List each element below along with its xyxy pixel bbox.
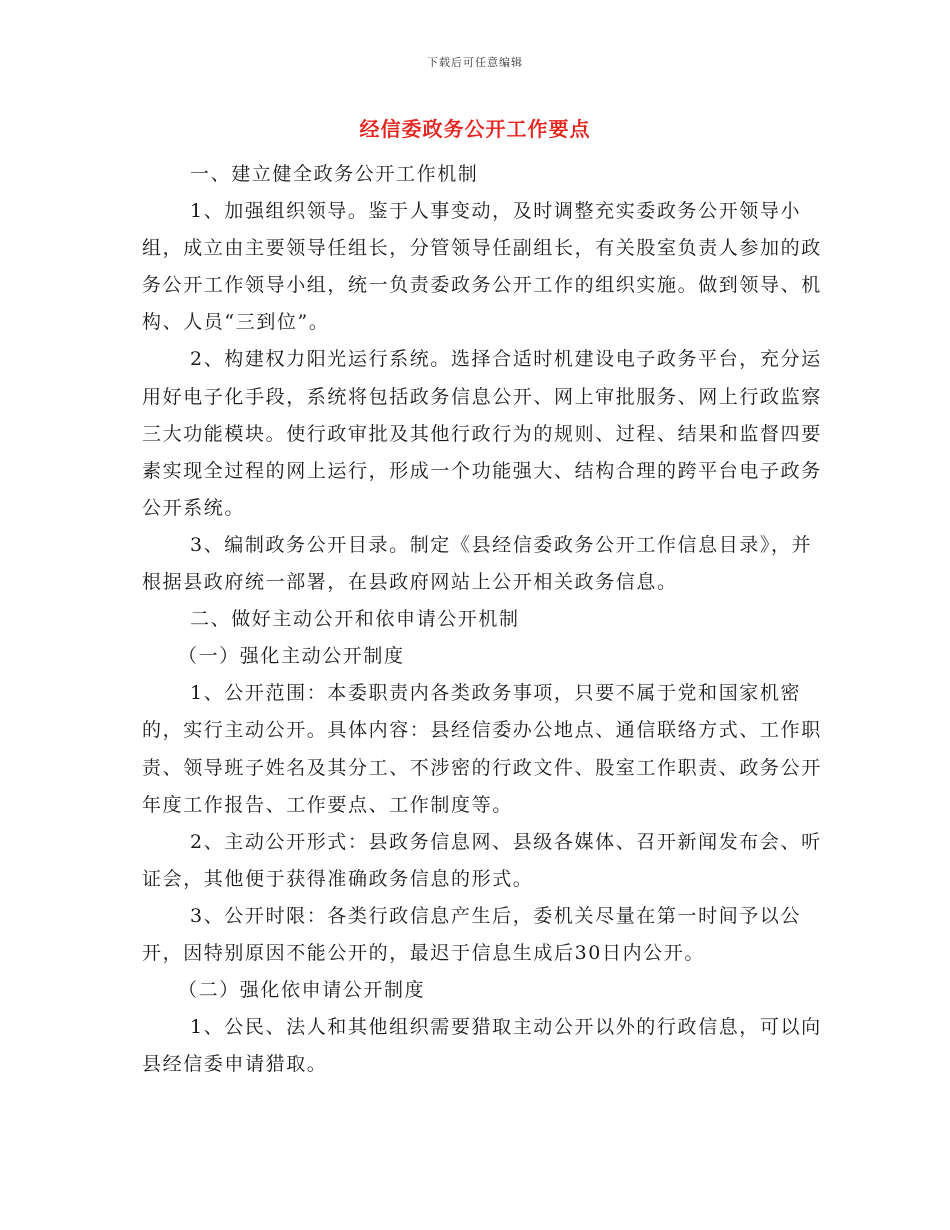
paragraph: 3、编制政务公开目录。制定《县经信委政务公开工作信息目录》，并根据县政府统一部署，在县政府网站上公开相关政务信息。 xyxy=(142,533,813,594)
paragraph: 3、公开时限：各类行政信息产生后，委机关尽量在第一时间予以公开，因特别原因不能公开的，最迟于信息生成后30日内公开。 xyxy=(142,904,802,964)
paragraph: 2、主动公开形式：县政务信息网、县级各媒体、召开新闻发布会、听证会，其他便于获得准确政务信息的形式。 xyxy=(142,830,822,890)
document-title: 经信委政务公开工作要点 xyxy=(359,117,591,141)
page-header-note: 下载后可任意编辑 xyxy=(427,56,523,69)
subsection-heading-1: （一）强化主动公开制度 xyxy=(178,645,405,668)
paragraph: 1、公民、法人和其他组织需要猎取主动公开以外的行政信息，可以向县经信委申请猎取。 xyxy=(142,1016,822,1076)
section-heading-1: 一、建立健全政务公开工作机制 xyxy=(190,163,479,185)
paragraph: 2、构建权力阳光运行系统。选择合适时机建设电子政务平台，充分运用好电子化手段，系统将包括政务信息公开、网上审批服务、网上行政监察三大功能模块。使行政审批及其他行政行为的规则、过程、结果和监督四要素实现全过程的网上运行，形成一个功能强大、结构合理的跨平台电子政务公开系统。 xyxy=(142,348,822,519)
subsection-heading-2: （二）强化依申请公开制度 xyxy=(178,979,426,1002)
document-body xyxy=(142,156,822,1083)
section-heading-2: 二、做好主动公开和依申请公开机制 xyxy=(190,608,520,631)
paragraph: 1、加强组织领导。鉴于人事变动，及时调整充实委政务公开领导小组，成立由主要领导任组长，分管领导任副组长，有关股室负责人参加的政务公开工作领导小组，统一负责委政务公开工作的组织实施。做到领导、机构、人员“三到位”。 xyxy=(142,200,822,334)
paragraph: 1、公开范围：本委职责内各类政务事项，只要不属于党和国家机密的，实行主动公开。具体内容：县经信委办公地点、通信联络方式、工作职责、领导班子姓名及其分工、不涉密的行政文件、股室工作职责、政务公开年度工作报告、工作要点、工作制度等。 xyxy=(142,682,822,816)
